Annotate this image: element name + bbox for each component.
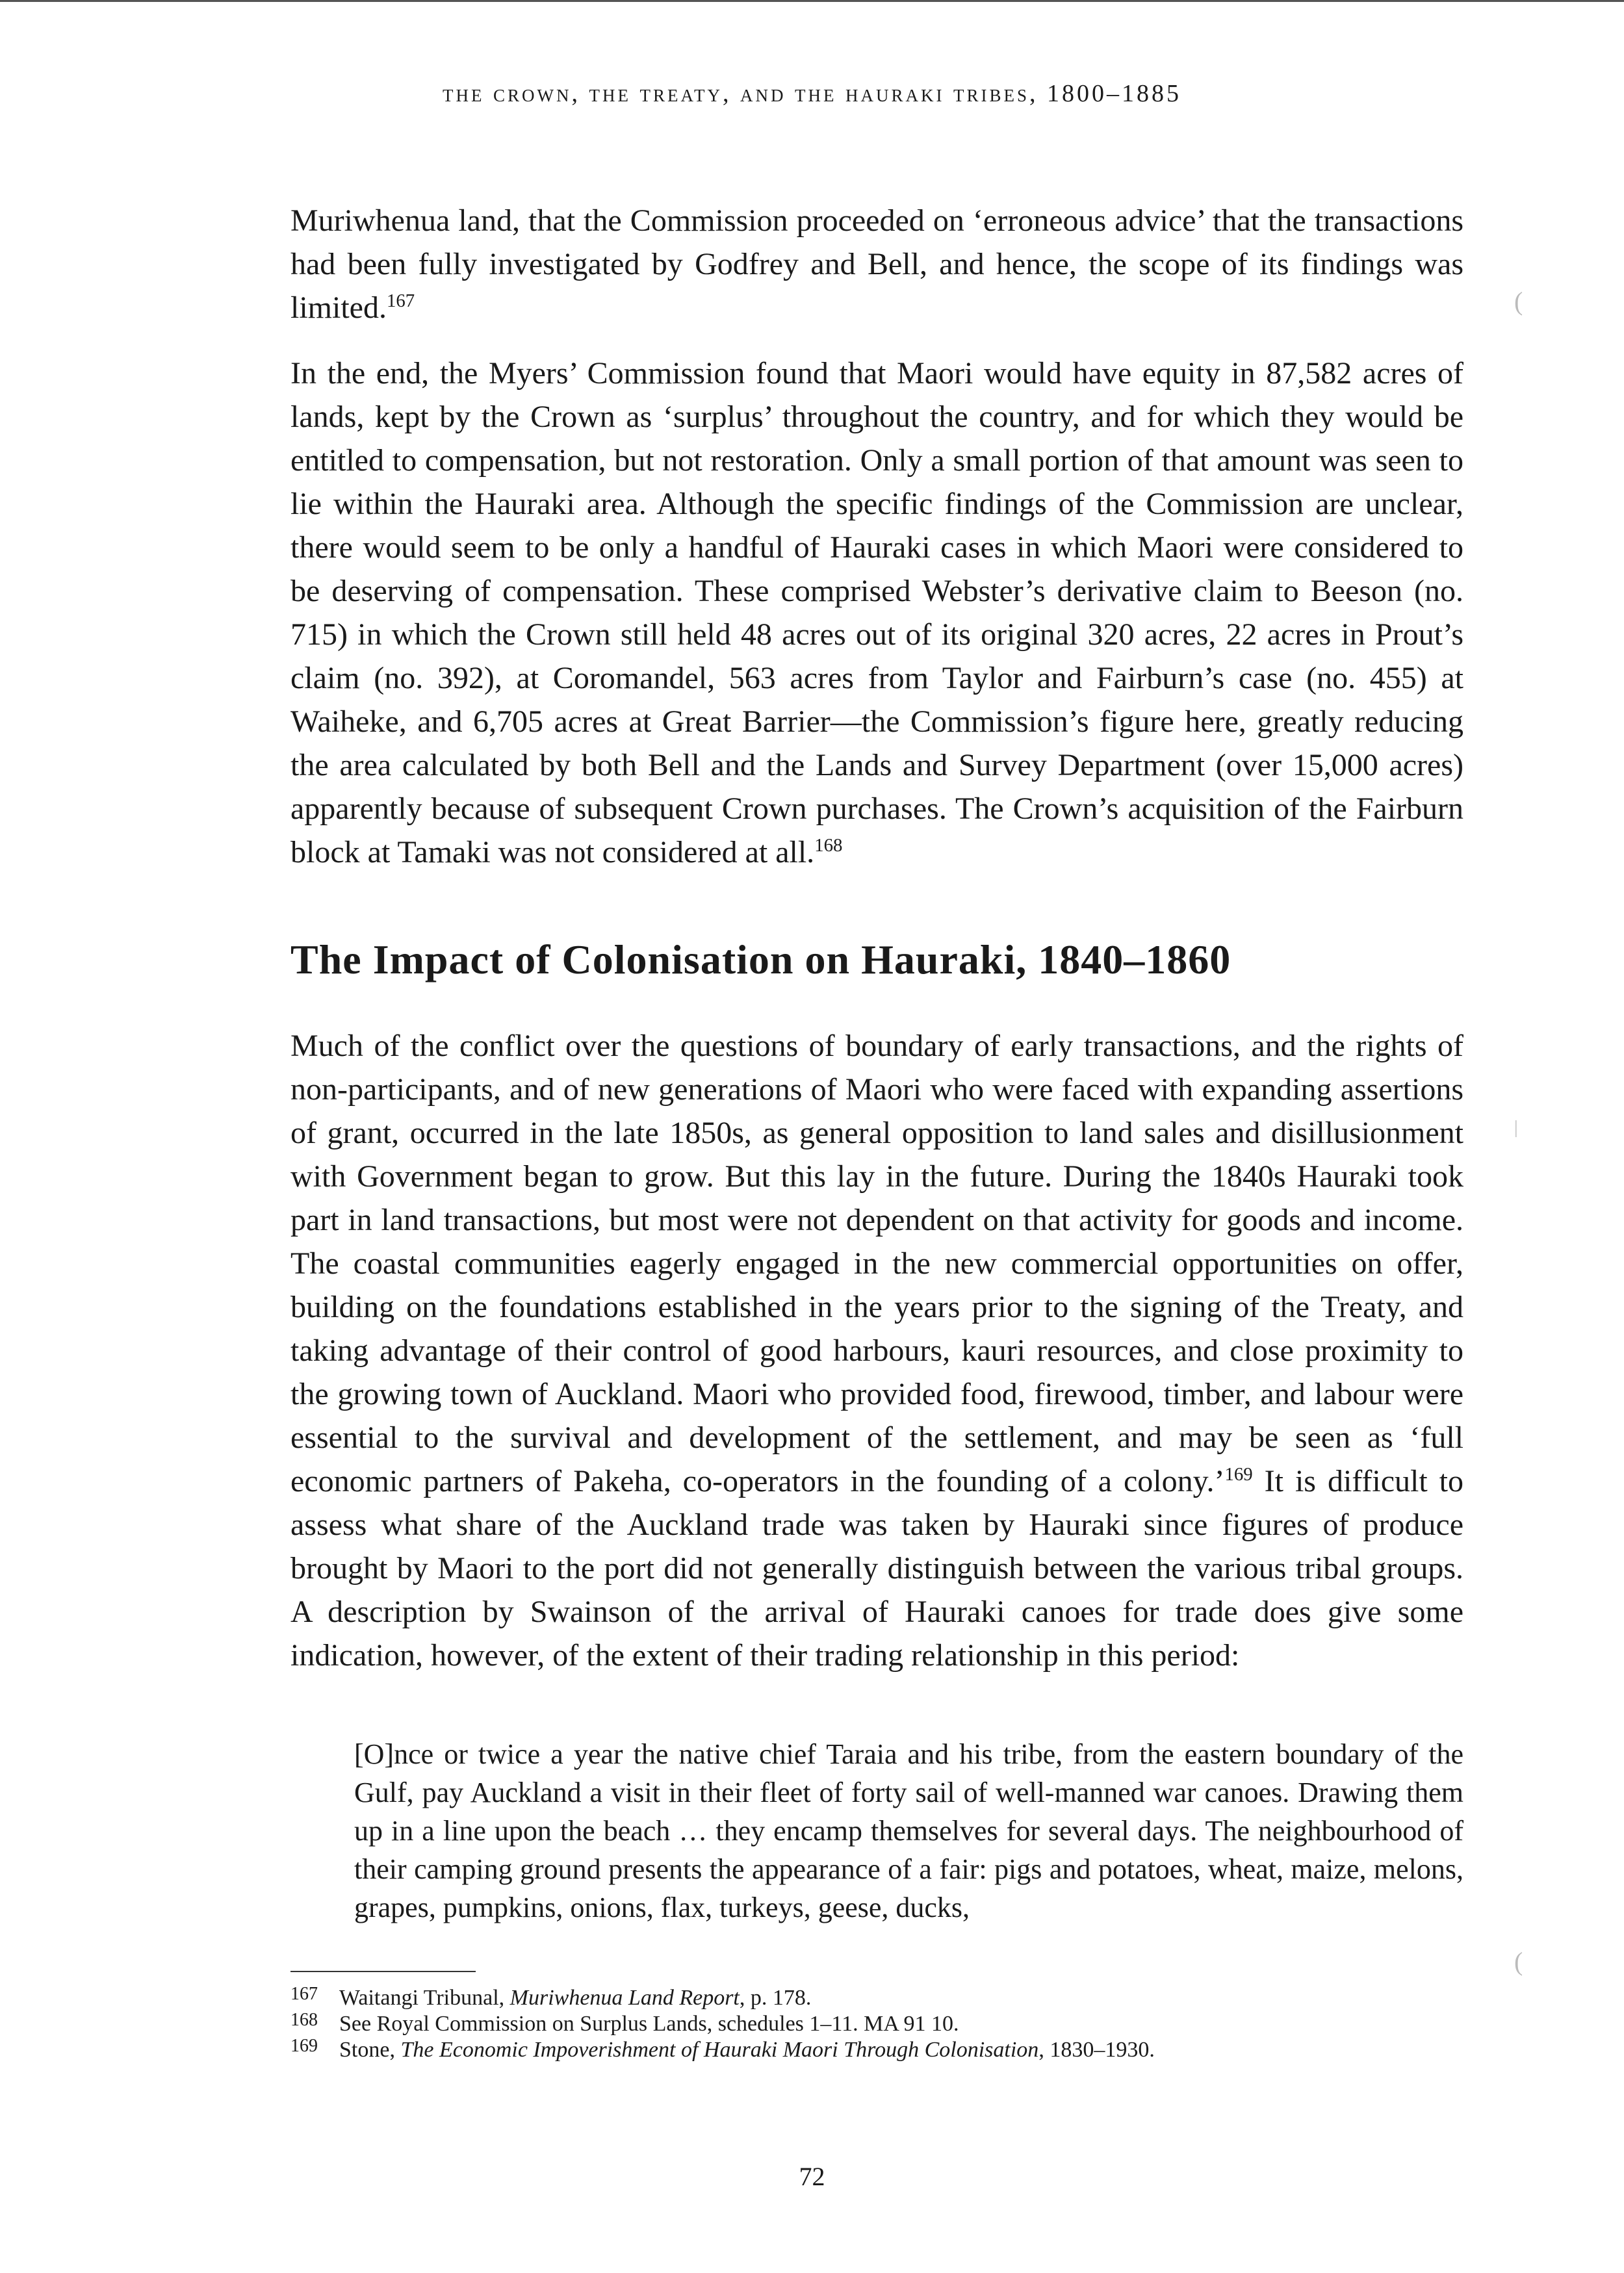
page-number: 72	[799, 2162, 825, 2191]
footnote-text	[339, 1985, 811, 2011]
block-quotation: [O]nce or twice a year the native chief Taraia and his tribe, from the eastern boundary of the Gulf, pay Auckland a visit in their fleet of forty sail of well-manned war canoes. Drawing them up in a line upon the beach … they encamp themselves for several days. The neighbourhood of their camping ground presents the appearance of a fair: pigs and potatoes, wheat, maize, melons, grapes, pumpkins, onions, flax, turkeys, geese, ducks,	[354, 1738, 1463, 1923]
paragraph-text: In the end, the Myers’ Commission found that Maori would have equity in 87,582 acres of lands, kept by the Crown as ‘surplus’ throughout the country, and for which they would be entitled to compensation, but not restoration. Only a small portion of that amount was seen to lie within the Hauraki area. Although the specific findings of the Commission are unclear, there would seem to be only a handful of Hauraki cases in which Maori were considered to be deserving of compensation. These comprised Webster’s derivative claim to Beeson (no. 715) in which the Crown still held 48 acres out of its original 320 acres, 22 acres in Prout’s claim (no. 392), at Coromandel, 563 acres from Taylor and Fairburn’s case (no. 455) at Waiheke, and 6,705 acres at Great Barrier—the Commission’s figure here, greatly reducing the area calculated by both Bell and the Lands and Survey Department (over 15,000 acres) apparently because of subsequent Crown purchases. The Crown’s acquisition of the Fairburn block at Tamaki was not considered at all.	[290, 356, 1463, 869]
footnote-169	[290, 2037, 1463, 2063]
section-heading: The Impact of Colonisation on Hauraki, 1840–1860	[290, 936, 1231, 982]
scan-margin-mark: |	[1514, 1118, 1518, 1138]
top-edge-rule	[0, 0, 1624, 2]
footnote-ref-167[interactable]: 167	[386, 290, 415, 311]
footnote-ref-169[interactable]: 169	[1224, 1464, 1253, 1485]
footnote-167	[290, 1985, 1463, 2011]
footnotes	[290, 1985, 1463, 2063]
footnote-text-part: , 1830–1930.	[1038, 2038, 1155, 2062]
footnote-text-part: See Royal Commission on Surplus Lands, schedules 1–11. MA 91 10.	[339, 2012, 959, 2036]
footnote-ref-168[interactable]: 168	[814, 835, 843, 856]
body-paragraph-3	[290, 1024, 1463, 1677]
footnote-text-part: , p. 178.	[739, 1986, 812, 2010]
footnote-separator	[290, 1971, 476, 1972]
paragraph-text: Muriwhenua land, that the Commission proceeded on ‘erroneous advice’ that the transactions had been fully investigated by Godfrey and Bell, and hence, the scope of its findings was limited.	[290, 203, 1463, 325]
scan-margin-mark: (	[1514, 1947, 1523, 1976]
footnote-number: 167	[290, 1984, 318, 2004]
footnote-text-part: Stone,	[339, 2038, 401, 2062]
scan-margin-mark: (	[1514, 287, 1523, 316]
footnote-168	[290, 2011, 1463, 2037]
footnote-text-part: Waitangi Tribunal,	[339, 1986, 510, 2010]
body-paragraph-2	[290, 352, 1463, 874]
footnote-title: Muriwhenua Land Report	[509, 1986, 740, 2010]
running-head: the crown, the treaty, and the hauraki tribes, 1800–1885	[443, 80, 1181, 107]
body-paragraph-1	[290, 199, 1463, 329]
footnote-text	[339, 2037, 1155, 2063]
paragraph-text-continued: It is difficult to assess what share of the Auckland trade was taken by Hauraki since figures of produce brought by Maori to the port did not generally distinguish between the various tribal groups. A description by Swainson of the arrival of Hauraki canoes for trade does give some indication, however, of the extent of their trading relationship in this period:	[290, 1464, 1464, 1673]
footnote-number: 168	[290, 2010, 318, 2030]
footnote-number: 169	[290, 2036, 318, 2056]
footnote-title: The Economic Impoverishment of Hauraki Maori Through Colonisation	[400, 2038, 1039, 2062]
paragraph-text: Much of the conflict over the questions of boundary of early transactions, and the rights of non-participants, and of new generations of Maori who were faced with expanding assertions of grant, occurred in the late 1850s, as general opposition to land sales and disillusionment with Government began to grow. But this lay in the future. During the 1840s Hauraki took part in land transactions, but most were not dependent on that activity for goods and income. The coastal communities eagerly engaged in the new commercial opportunities on offer, building on the foundations established in the years prior to the signing of the Treaty, and taking advantage of their control of good harbours, kauri resources, and close proximity to the growing town of Auckland. Maori who provided food, firewood, timber, and labour were essential to the survival and development of the settlement, and may be seen as ‘full economic partners of Pakeha, co-operators in the founding of a colony.’	[290, 1029, 1463, 1498]
footnote-text	[339, 2011, 959, 2037]
